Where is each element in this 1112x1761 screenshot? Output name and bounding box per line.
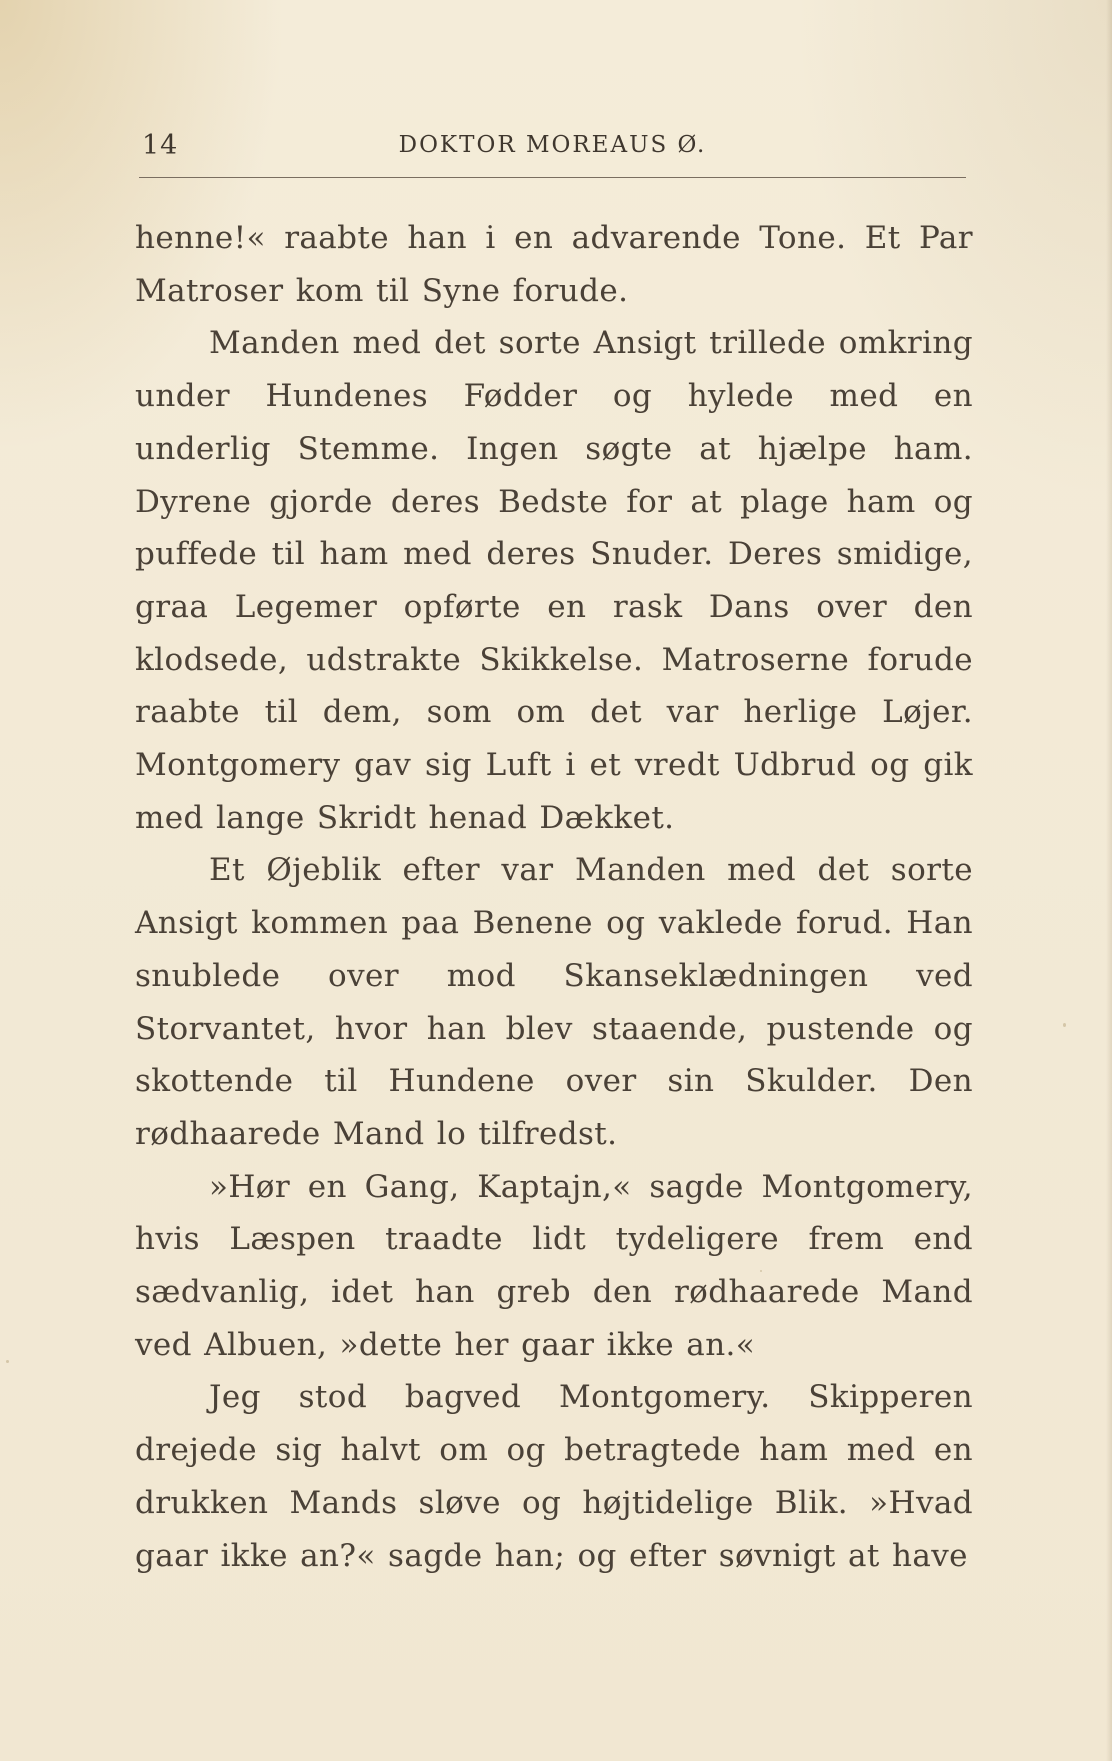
paper-speck	[1063, 1023, 1066, 1027]
paper-speck	[760, 1270, 762, 1272]
paragraph: Et Øjeblik efter var Manden med det sorte Ansigt kommen paa Benene og vaklede forud. Han snublede over mod Skanseklædningen ved Storvantet, hvor han blev staaende, pustende og skottende til Hundene over sin Skulder. Den rødhaarede Mand lo tilfredst.	[135, 852, 973, 1152]
page-edge-shadow	[1106, 0, 1112, 1761]
paragraph: »Hør en Gang, Kaptajn,« sagde Montgomery, hvis Læspen traadte lidt tydeligere frem end sædvanlig, idet han greb den rødhaarede Mand ved Albuen, »dette her gaar ikke an.«	[135, 1168, 973, 1363]
paragraph-continuation: henne!« raabte han i en advarende Tone. Et Par Matroser kom til Syne forude.	[135, 220, 973, 309]
running-head	[139, 130, 966, 170]
body-text	[135, 212, 973, 1582]
paragraph: Jeg stod bagved Montgomery. Skipperen drejede sig halvt om og betragtede ham med en drukken Mands sløve og højtidelige Blik. »Hvad gaar ikke an?« sagde han; og efter søvnigt at have	[135, 1379, 973, 1574]
header-rule	[139, 177, 966, 178]
page-number: 14	[142, 130, 179, 161]
paper-speck	[6, 1360, 9, 1363]
paragraph: Manden med det sorte Ansigt trillede omkring under Hundenes Fødder og hylede med en underlig Stemme. Ingen søgte at hjælpe ham. Dyrene gjorde deres Bedste for at plage ham og puffede til ham med deres Snuder. Deres smidige, graa Legemer opførte en rask Dans over den klodsede, udstrakte Skikkelse. Matroserne forude raabte til dem, som om det var herlige Løjer. Montgomery gav sig Luft i et vredt Udbrud og gik med lange Skridt henad Dækket.	[135, 325, 973, 836]
running-title: DOKTOR MOREAUS Ø.	[398, 132, 707, 158]
